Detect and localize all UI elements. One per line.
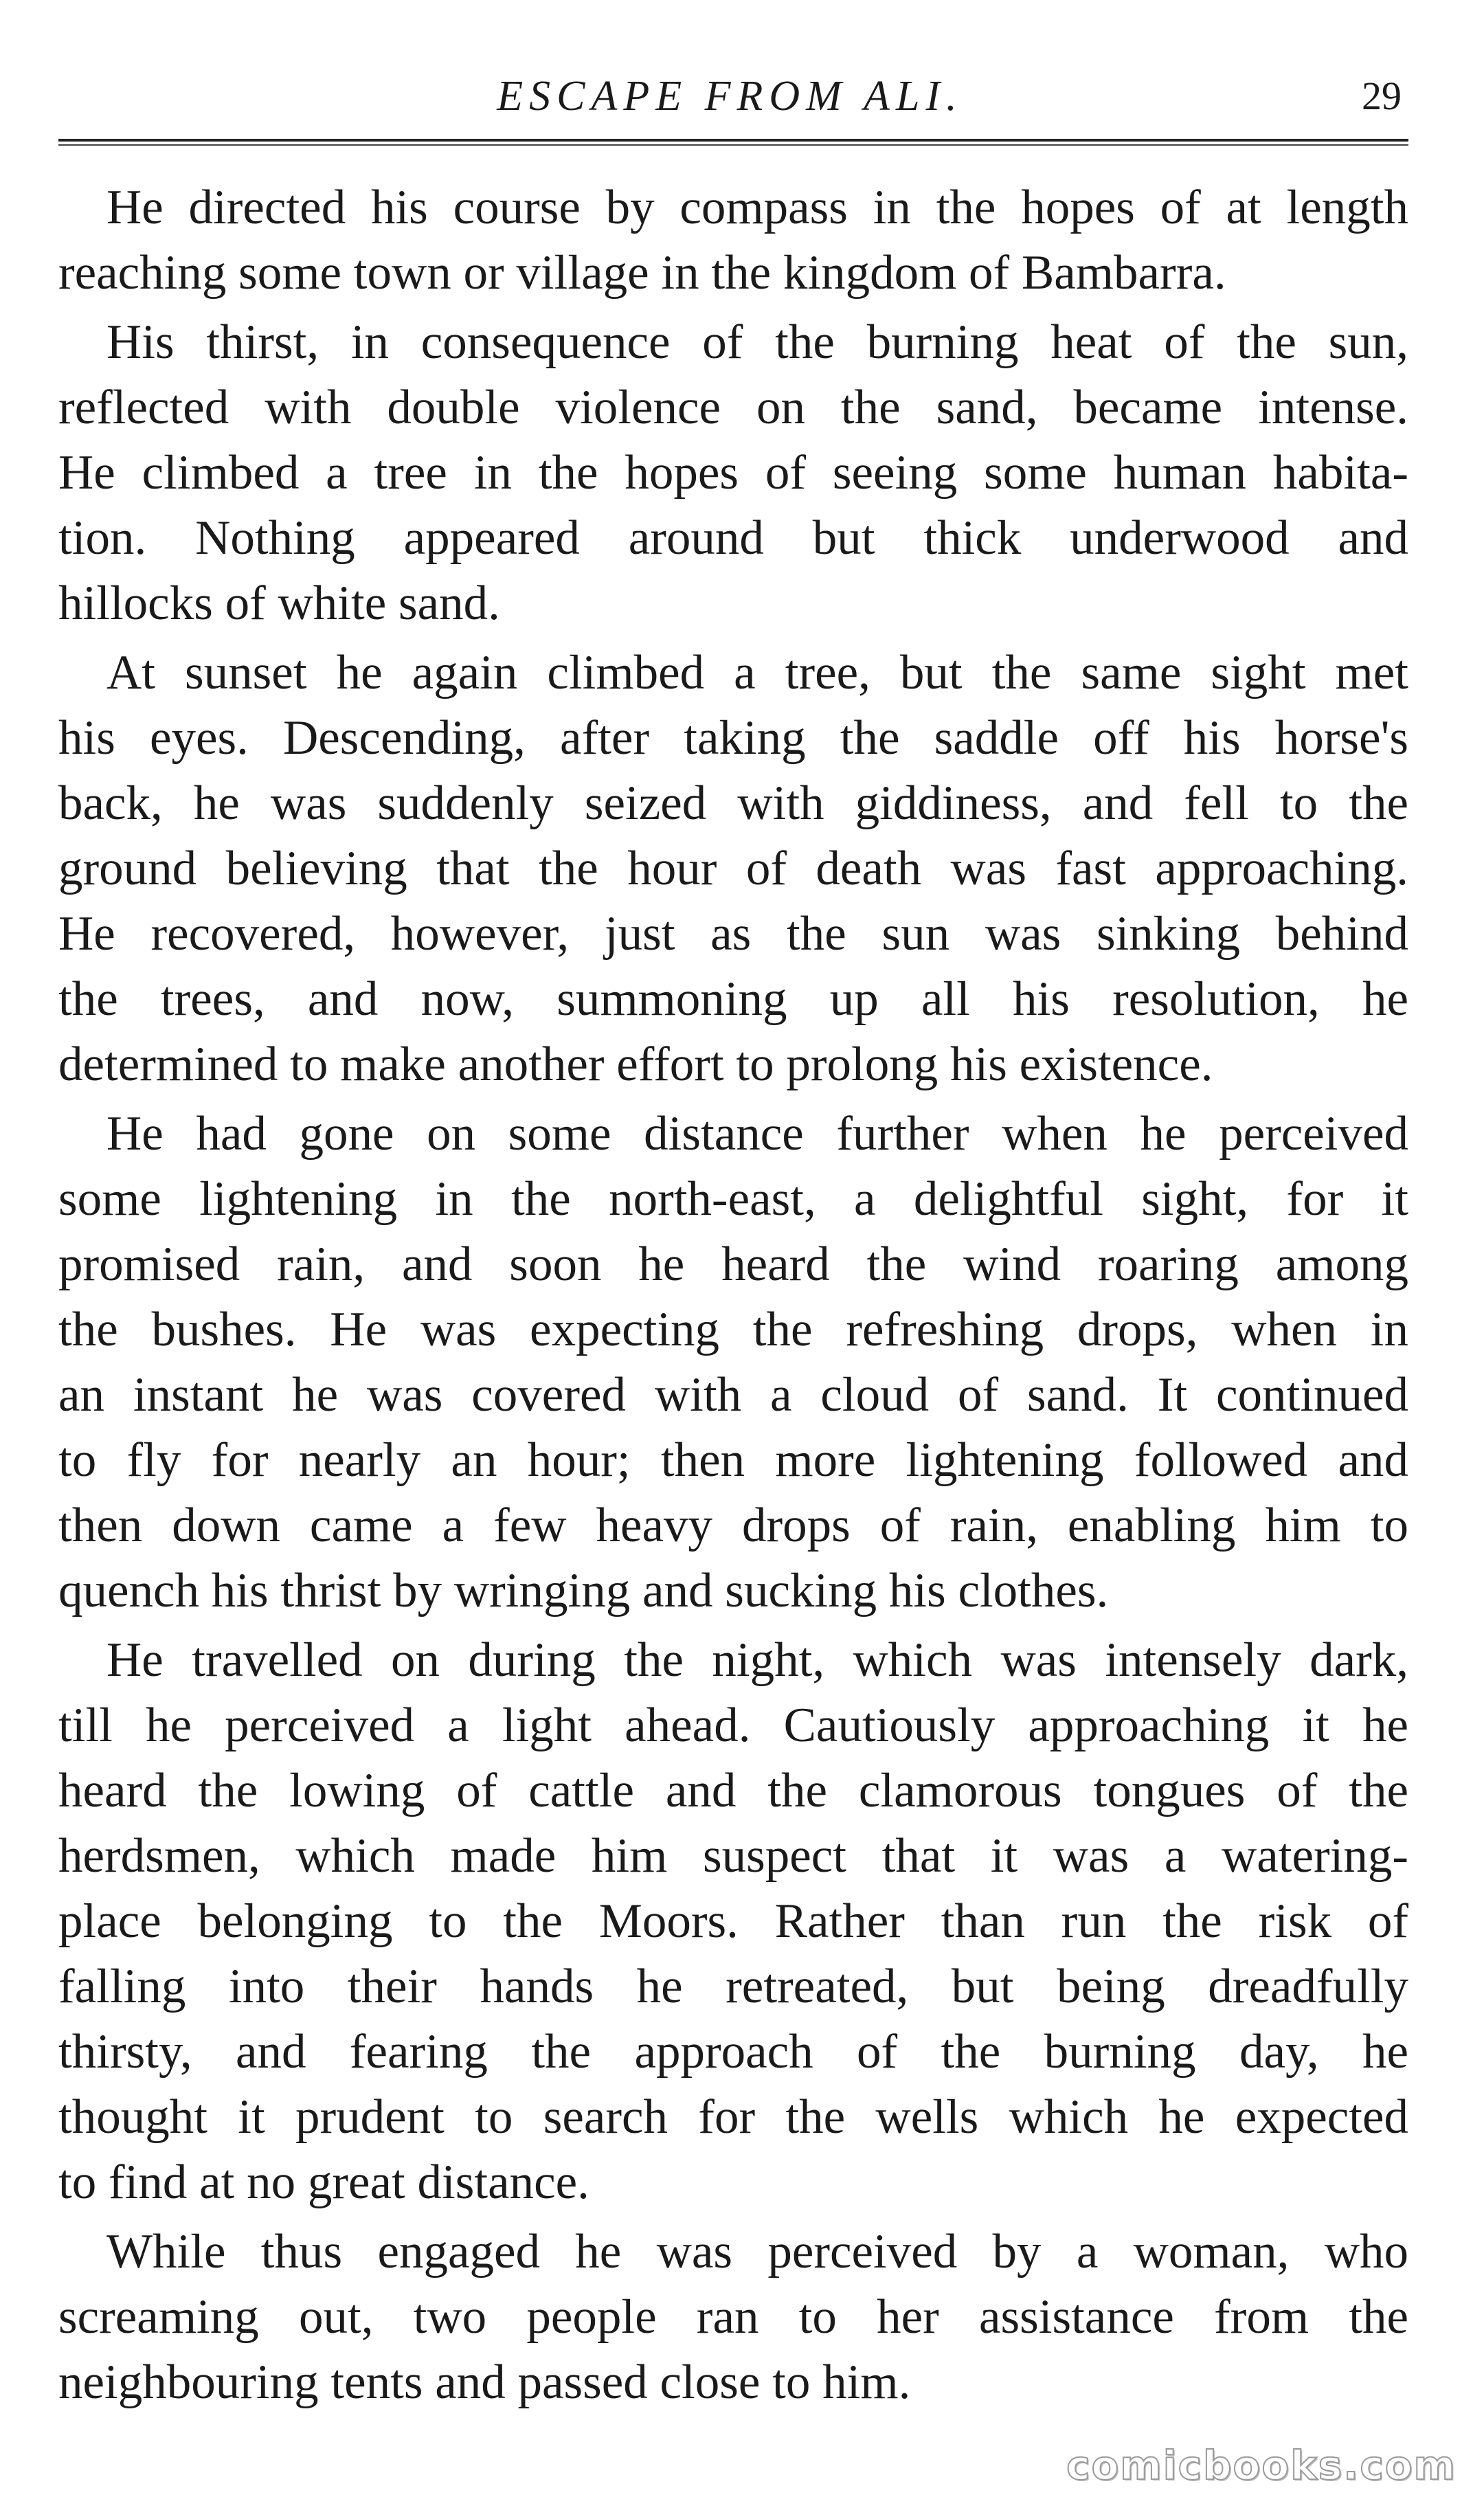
text-line: falling into their hands he retreated, but being dreadfully [58,1960,1408,2013]
text-line: hillocks of white sand. [58,576,500,630]
text-line: then down came a few heavy drops of rain, enabling him to [58,1499,1408,1552]
text-line: herdsmen, which made him suspect that it was a watering- [58,1829,1408,1883]
page-number: 29 [1362,74,1402,118]
body-text [58,175,1408,2419]
paragraph [58,1628,1408,2215]
text-line: He directed his course by compass in the hopes of at length [106,181,1408,234]
paragraph [58,2219,1408,2415]
page-header [58,58,1402,134]
text-line: He climbed a tree in the hopes of seeing some human habita- [58,446,1408,500]
running-head: ESCAPE FROM ALI. [497,73,963,120]
header-rule [58,139,1408,142]
text-line: neighbouring tents and passed close to him. [58,2355,911,2409]
text-line: tion. Nothing appeared around but thick underwood and [58,511,1408,565]
text-line: thought it prudent to search for the wells which he expected [58,2090,1408,2144]
text-line: reflected with double violence on the sand, became intense. [58,381,1408,434]
text-line: He had gone on some distance further when he perceived [106,1107,1408,1161]
text-line: some lightening in the north-east, a delightful sight, for it [58,1172,1408,1226]
text-line: reaching some town or village in the kingdom of Bambarra. [58,246,1226,300]
text-line: an instant he was covered with a cloud of sand. It continued [58,1368,1408,1422]
paragraph [58,175,1408,306]
text-line: his eyes. Descending, after taking the saddle off his horse's [58,711,1408,765]
text-line: He travelled on during the night, which was intensely dark, [106,1633,1408,1687]
text-line: place belonging to the Moors. Rather than run the risk of [58,1894,1408,1948]
text-line: till he perceived a light ahead. Cautiously approaching it he [58,1699,1408,1752]
text-line: back, he was suddenly seized with giddiness, and fell to the [58,776,1408,830]
text-line: He recovered, however, just as the sun was sinking behind [58,907,1408,961]
text-line: the trees, and now, summoning up all his resolution, he [58,972,1408,1026]
text-line: screaming out, two people ran to her assistance from the [58,2290,1408,2344]
text-line: ground believing that the hour of death was fast approaching. [58,842,1408,895]
paragraph [58,310,1408,636]
text-line: At sunset he again climbed a tree, but the same sight met [106,646,1408,699]
text-line: His thirst, in consequence of the burning heat of the sun, [106,315,1408,369]
text-line: While thus engaged he was perceived by a woman, who [106,2225,1408,2279]
text-line: to fly for nearly an hour; then more lightening followed and [58,1433,1408,1487]
watermark: comicbooks.com [1066,2442,1457,2489]
text-line: to find at no great distance. [58,2156,589,2209]
text-line: quench his thrist by wringing and sucking his clothes. [58,1564,1109,1617]
text-line: heard the lowing of cattle and the clamorous tongues of the [58,1764,1408,1817]
text-line: determined to make another effort to prolong his existence. [58,1038,1213,1091]
text-line: the bushes. He was expecting the refreshing drops, when in [58,1303,1408,1356]
paragraph [58,640,1408,1097]
text-line: promised rain, and soon he heard the wind roaring among [58,1238,1408,1291]
text-line: thirsty, and fearing the approach of the burning day, he [58,2025,1408,2079]
paragraph [58,1101,1408,1624]
